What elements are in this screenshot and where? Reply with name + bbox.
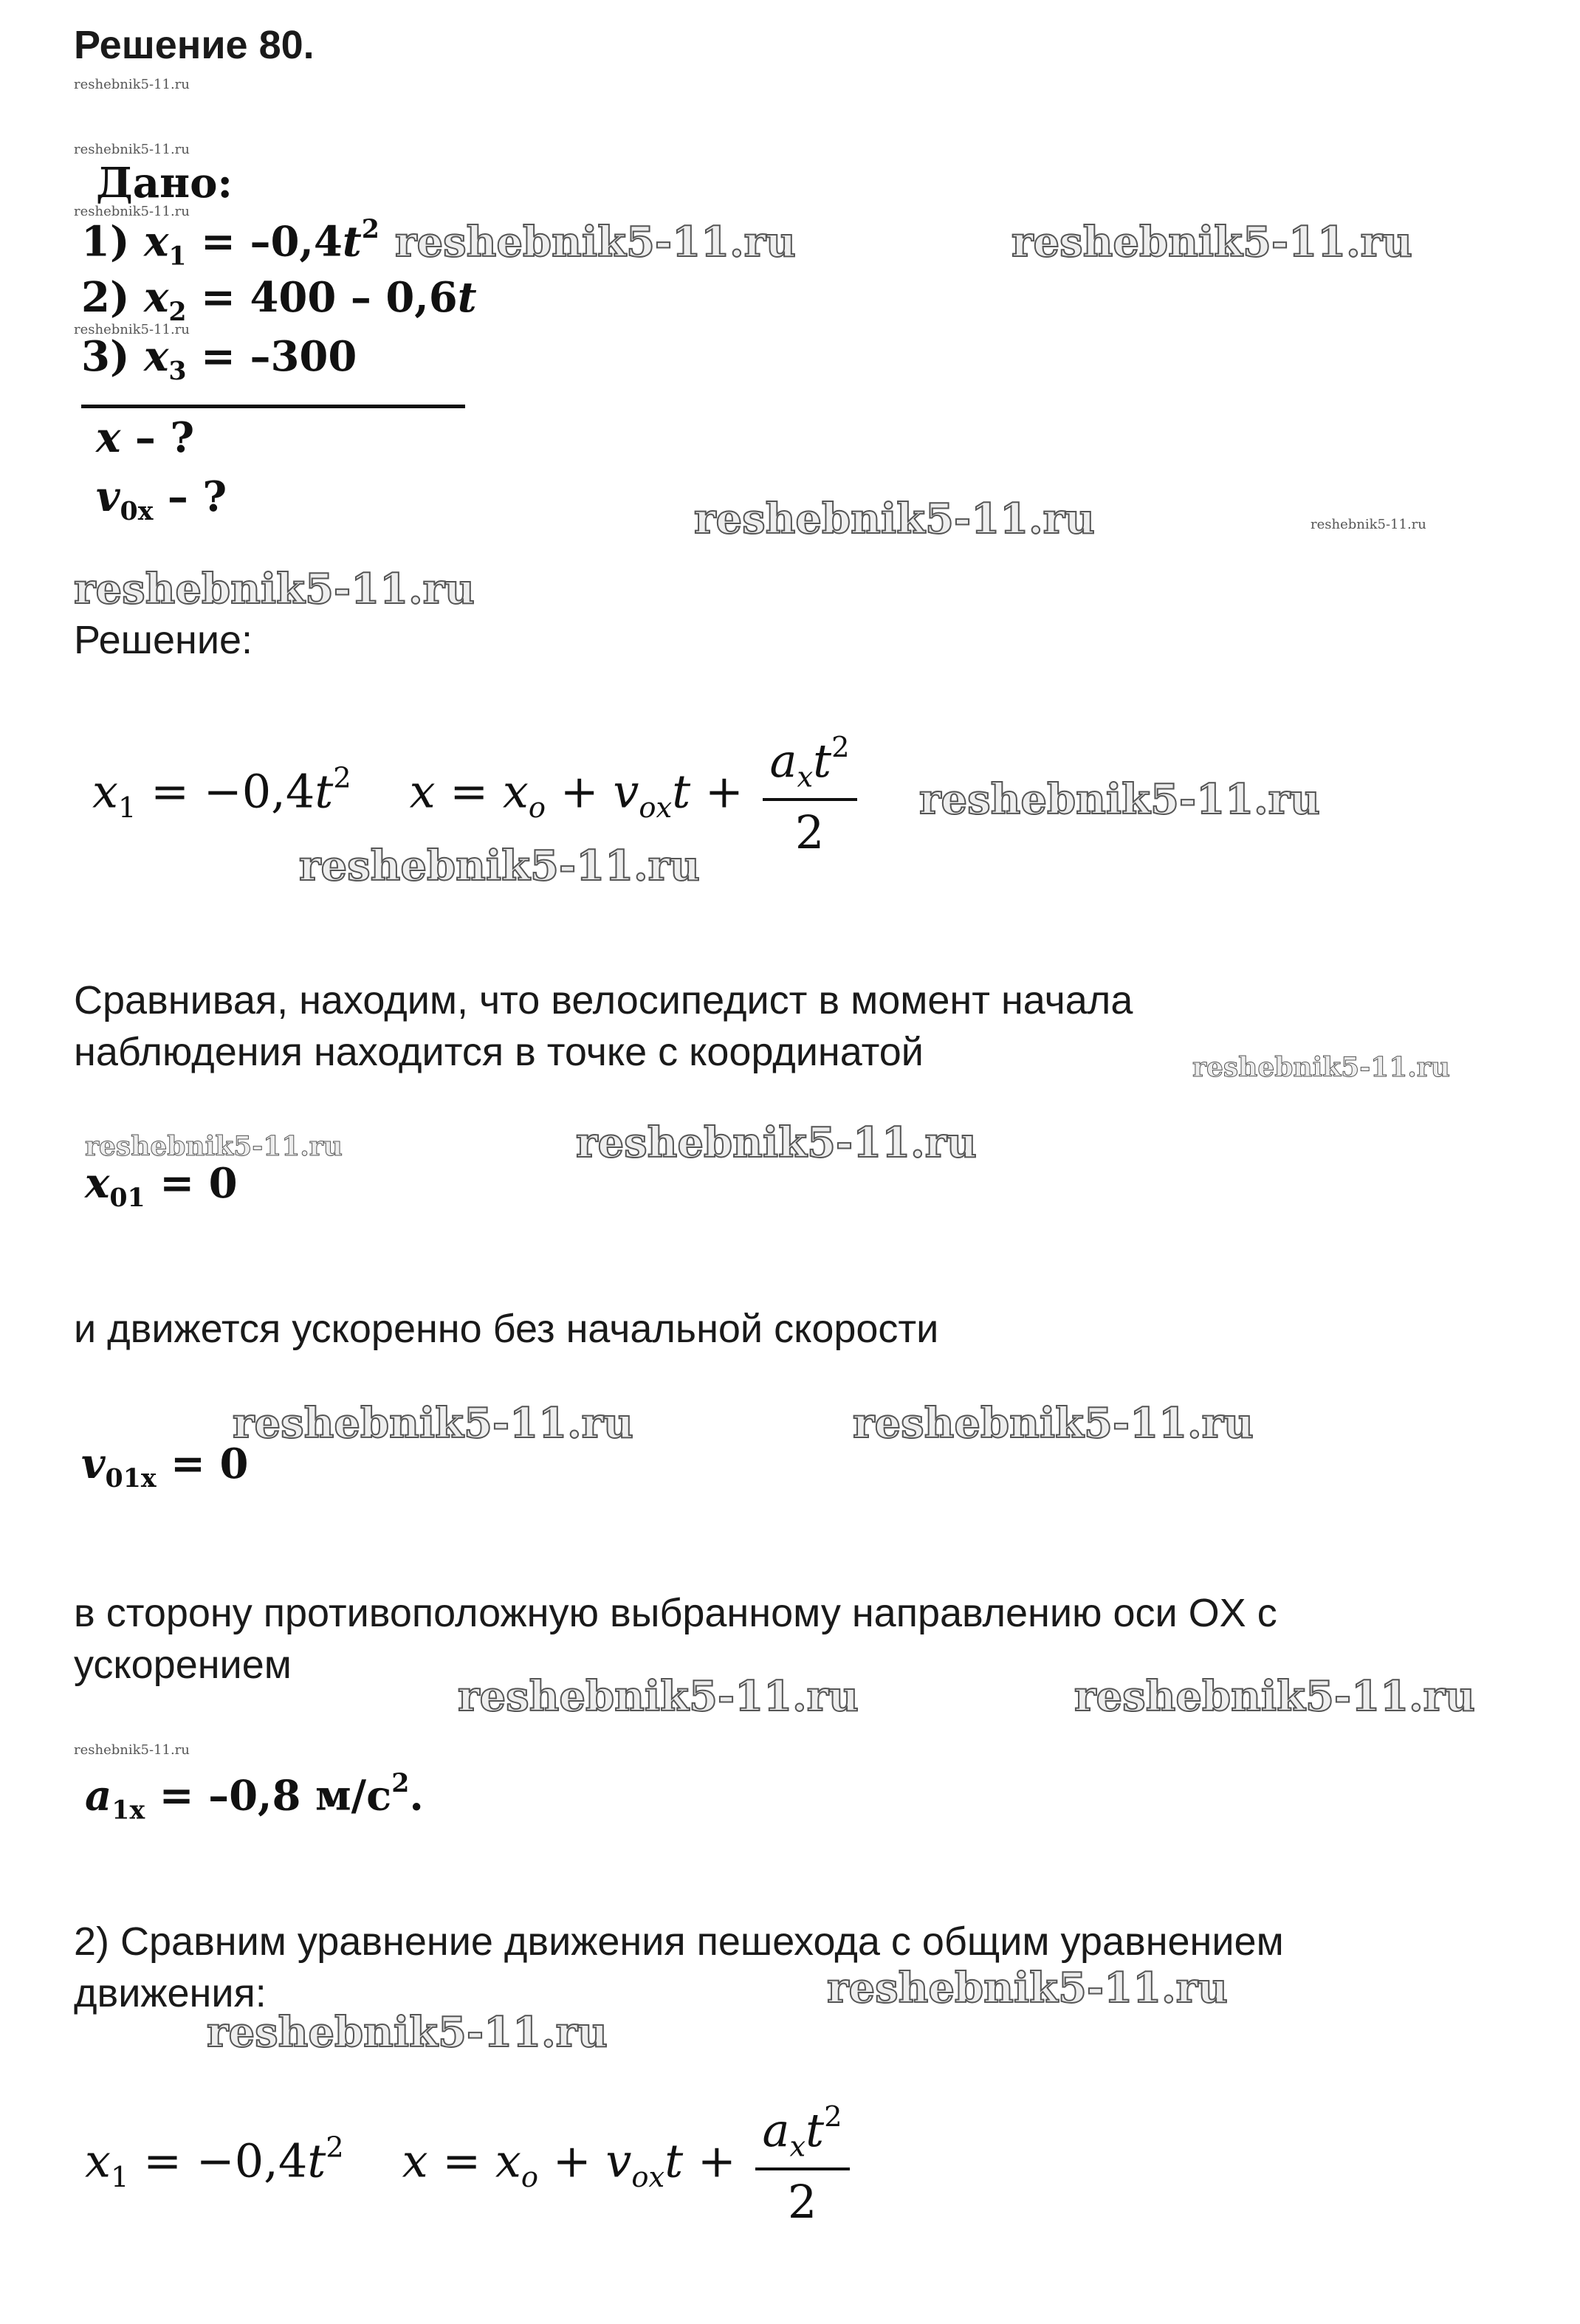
text-compare-cont: наблюдения находится в точке с координатой: [74, 1030, 924, 1074]
eq-a1x: $a_{1x} = -0,8$ $м/с^2$.: [85, 1768, 424, 1826]
given-item-2: 2) $x_2 = 400 - 0,6t$: [81, 273, 477, 328]
eq-v01x: $v_{01x} = 0$: [81, 1440, 249, 1494]
watermark: reshebnik5-11.ru: [74, 565, 475, 613]
watermark: reshebnik5-11.ru: [576, 1118, 977, 1167]
given-item-3: 3) $x_3 = -300$: [81, 332, 357, 387]
watermark: reshebnik5-11.ru: [85, 1131, 343, 1162]
text-direction: в сторону противоположную выбранному направлению оси OX с: [74, 1591, 1277, 1635]
given-item-1: 1) $x_1 = -0,4t^2$: [81, 214, 379, 272]
watermark: reshebnik5-11.ru: [1311, 517, 1426, 532]
watermark: reshebnik5-11.ru: [74, 322, 190, 337]
watermark: reshebnik5-11.ru: [74, 204, 190, 219]
given-heading: Дано:: [96, 159, 233, 207]
find-item-x: x – ?: [96, 413, 195, 462]
formula-equation-2: $x_1 = -0,4t^2$ $x = x_o + v_{ox}t$ + $\frac{a_xt^2}{2}$: [85, 2100, 850, 2229]
watermark: reshebnik5-11.ru: [694, 495, 1095, 543]
watermark: reshebnik5-11.ru: [458, 1672, 859, 1721]
fraction: $\frac{a_xt^2}{2}$: [763, 731, 857, 859]
watermark: reshebnik5-11.ru: [853, 1399, 1254, 1448]
watermark: reshebnik5-11.ru: [1074, 1672, 1475, 1721]
watermark: reshebnik5-11.ru: [74, 142, 190, 157]
watermark: reshebnik5-11.ru: [827, 1964, 1228, 2012]
eq-x01: $x_{01} = 0$: [85, 1159, 238, 1214]
text-step2: 2) Сравним уравнение движения пешехода с общим уравнением: [74, 1919, 1284, 1964]
find-item-v0x: $v_{0x}$ – ?: [96, 472, 227, 527]
watermark: reshebnik5-11.ru: [299, 842, 700, 890]
formula-equation-1: $x_1 = -0,4t^2$ $x = x_o + v_{ox}t$ + $\frac{a_xt^2}{2}$: [92, 731, 857, 859]
watermark: reshebnik5-11.ru: [919, 775, 1320, 824]
solution-label: Решение:: [74, 618, 253, 662]
text-step2-cont: движения:: [74, 1971, 267, 2015]
text-compare: Сравнивая, находим, что велосипедист в момент начала: [74, 978, 1133, 1022]
given-divider: [81, 405, 465, 408]
watermark: reshebnik5-11.ru: [74, 1742, 190, 1758]
watermark: reshebnik5-11.ru: [395, 218, 796, 267]
text-direction-cont: ускорением: [74, 1643, 292, 1687]
watermark: reshebnik5-11.ru: [1192, 1052, 1450, 1083]
watermark: reshebnik5-11.ru: [74, 77, 190, 92]
watermark: reshebnik5-11.ru: [233, 1399, 633, 1448]
fraction: $\frac{a_xt^2}{2}$: [755, 2100, 850, 2229]
text-moves: и движется ускоренно без начальной скорости: [74, 1307, 939, 1351]
page-title: Решение 80.: [74, 23, 315, 67]
watermark: reshebnik5-11.ru: [207, 2008, 608, 2057]
watermark: reshebnik5-11.ru: [1011, 218, 1412, 267]
